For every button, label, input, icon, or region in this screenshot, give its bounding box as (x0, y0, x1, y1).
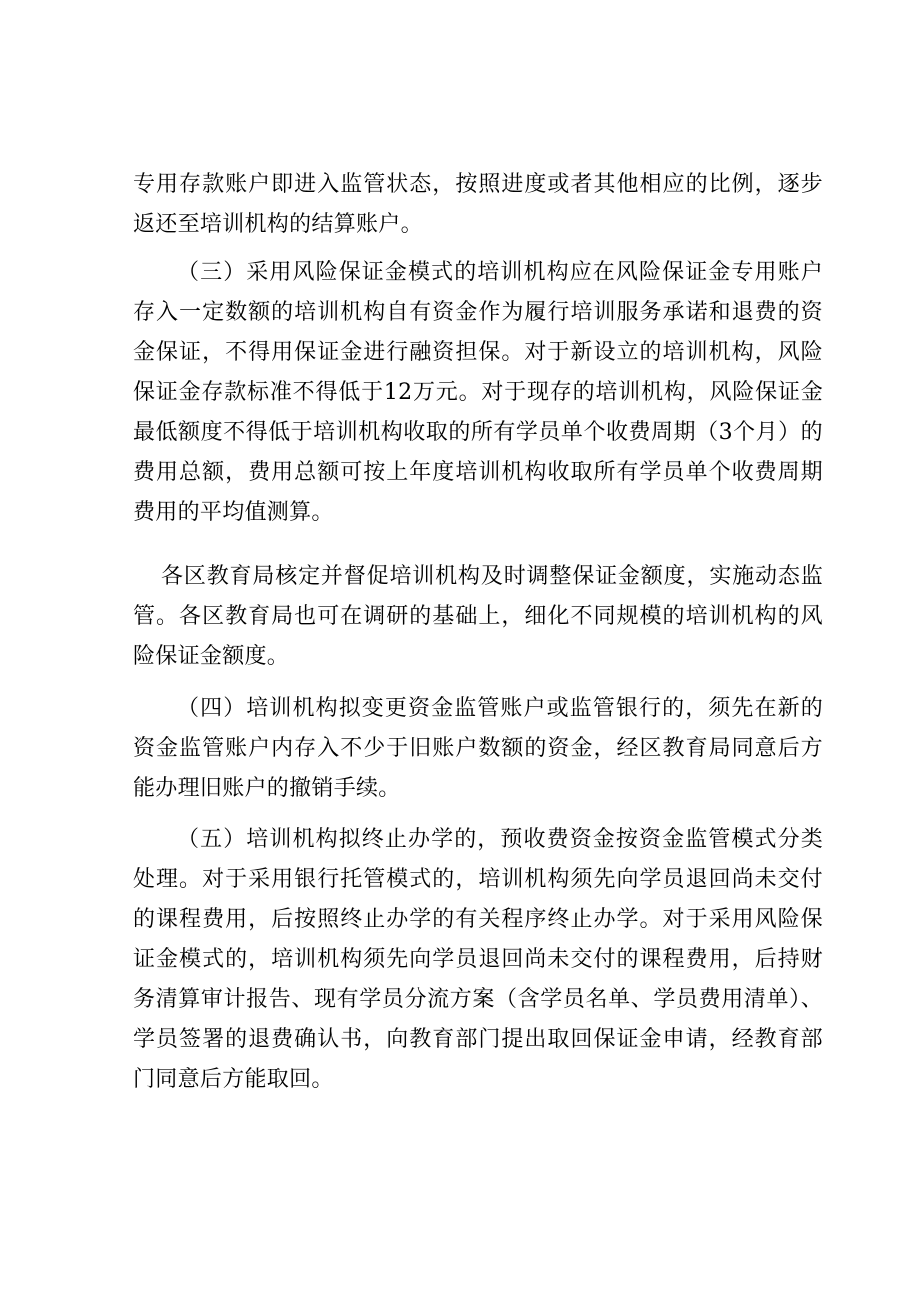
paragraph-section-three: （三）采用风险保证金模式的培训机构应在风险保证金专用账户存入一定数额的培训机构自有资金作为履行培训服务承诺和退费的资金保证，不得用保证金进行融资担保。对于新设立的培训机构，风险保证金存款标准不得低于12万元。对于现存的培训机构，风险保证金最低额度不得低于培训机构收取的所有学员单个收费周期（3个月）的费用总额，费用总额可按上年度培训机构收取所有学员单个收费周期费用的平均值测算。 (133, 260, 823, 525)
paragraph-section-five: （五）培训机构拟终止办学的，预收费资金按资金监管模式分类处理。对于采用银行托管模式的，培训机构须先向学员退回尚未交付的课程费用，后按照终止办学的有关程序终止办学。对于采用风险保证金模式的，培训机构须先向学员退回尚未交付的课程费用，后持财务清算审计报告、现有学员分流方案（含学员名单、学员费用清单）、学员签署的退费确认书，向教育部门提出取回保证金申请，经教育部门同意后方能取回。 (133, 827, 823, 1092)
paragraph-continuation: 专用存款账户即进入监管状态，按照进度或者其他相应的比例，逐步返还至培训机构的结算账户。 (133, 172, 823, 237)
paragraph-section-four: （四）培训机构拟变更资金监管账户或监管银行的，须先在新的资金监管账户内存入不少于旧账户数额的资金，经区教育局同意后方能办理旧账户的撤销手续。 (133, 696, 823, 801)
paragraph-district-supervision: 各区教育局核定并督促培训机构及时调整保证金额度，实施动态监管。各区教育局也可在调研的基础上，细化不同规模的培训机构的风险保证金额度。 (133, 564, 823, 669)
